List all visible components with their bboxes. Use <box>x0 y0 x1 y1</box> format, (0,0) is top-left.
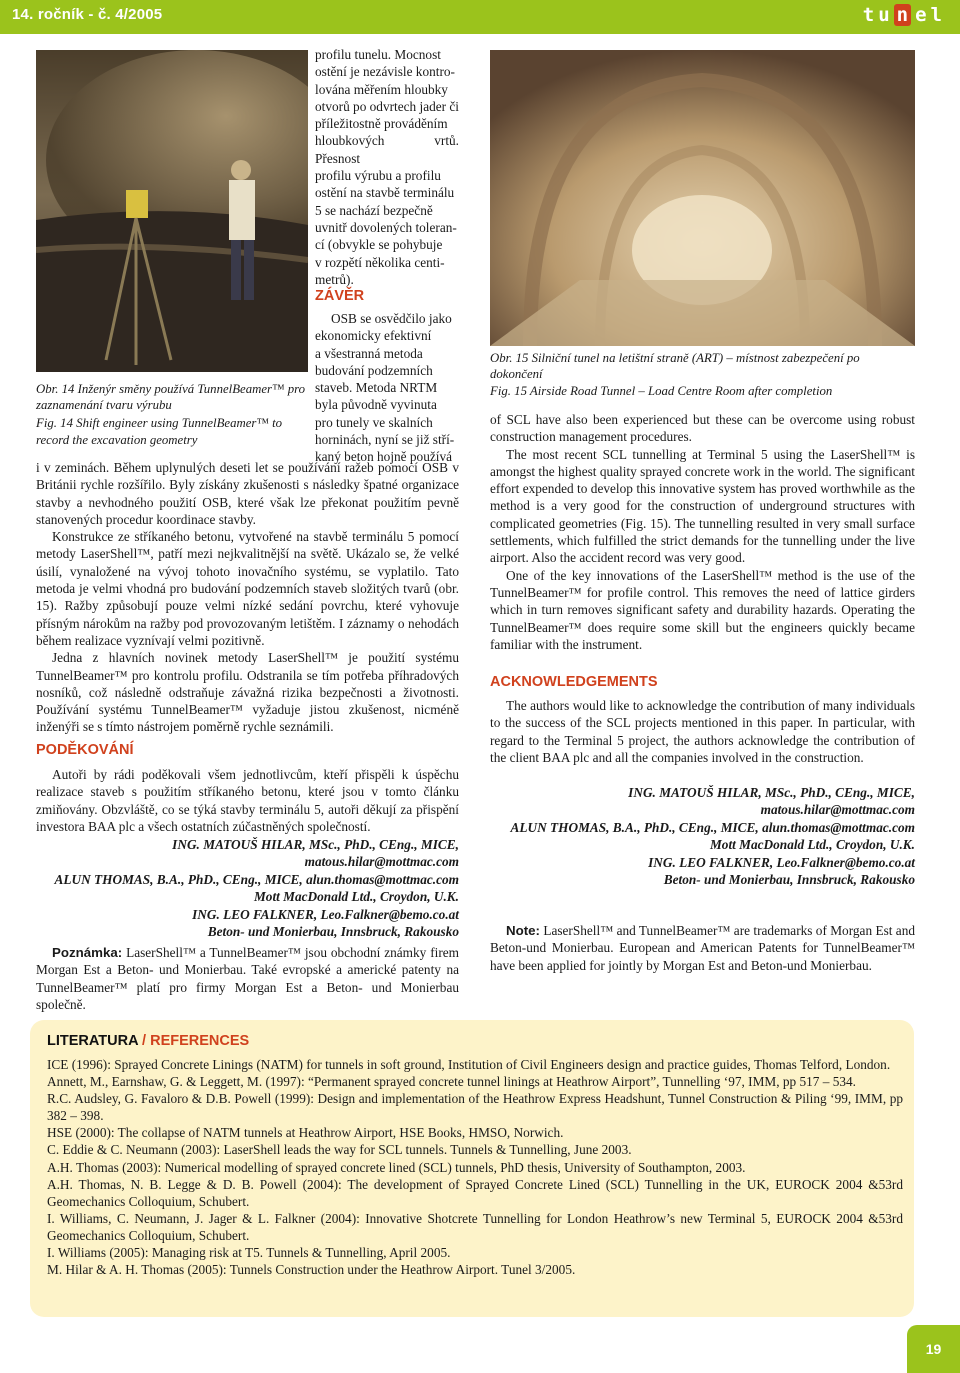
caption-en: Fig. 15 Airside Road Tunnel – Load Centre Room after completion <box>490 384 833 399</box>
signature-line: Mott MacDonald Ltd., Croydon, U.K. <box>253 889 459 905</box>
note-cz <box>36 944 459 1013</box>
paragraph: Konstrukce ze stříkaného betonu, vytvořené na stavbě terminálu 5 pomocí metody LaserShell™, patří mezi nejkvalitnější na světě. Ukázalo se, že velké úsilí, vynaložené na vývoj tohoto inovačního systému, se vyplatilo. Tato metoda je velmi vhodná pro budování podzemních staveb složitých tvarů (obr. 15). Ražby způsobují pouze velmi nízké sedání povrchu, které vyhovuje přísným nárokům na ražby pod provozovaným letištěm. I záznamy o nehodách během realizace vyznívají velmi pozitivně. <box>36 529 459 648</box>
text-line: cí (obvykle se pohybuje <box>315 237 443 253</box>
reference-item: R.C. Audsley, G. Favaloro & D.B. Powell (1999): Design and implementation of the Heathrow Express Headshunt, Tunnel Construction & Piling ‘99, IMM, pp 382 – 398. <box>47 1091 903 1124</box>
text-line: budování podzemních <box>315 362 433 378</box>
caption-en: Fig. 14 Shift engineer using TunnelBeamer™ to record the excavation geometry <box>36 416 283 447</box>
text-line: ostění na stavbě terminálu <box>315 185 455 201</box>
text-line: v rozpětí několika centi- <box>315 254 445 270</box>
signature-line: ING. MATOUŠ HILAR, MSc., PhD., CEng., MICE, <box>628 785 915 800</box>
signature-line: matous.hilar@mottmac.com <box>304 854 459 870</box>
figure-15-photo <box>490 50 915 346</box>
text-line: ekonomicky efektivní <box>315 328 432 344</box>
signature-line: Beton- und Monierbau, Innsbruck, Rakousko <box>663 872 915 888</box>
text-line: profilu tunelu. Mocnost <box>315 47 441 62</box>
text-line: ostění je nezávisle kontro- <box>315 64 455 80</box>
note-label: Poznámka: <box>52 945 123 960</box>
text-line: kaný beton hojně používá <box>315 449 452 465</box>
signature-line: ING. LEO FALKNER, Leo.Falkner@bemo.co.at <box>192 906 459 922</box>
reference-item: C. Eddie & C. Neumann (2003): LaserShell leads the way for SCL tunnels. Tunnels & Tunnelling, June 2003. <box>47 1142 632 1158</box>
figure-15-caption <box>490 350 915 400</box>
text-line: lována měřením hloubky <box>315 81 448 97</box>
heading-separator: / <box>138 1033 151 1049</box>
ack-heading: ACKNOWLEDGEMENTS <box>490 674 658 690</box>
note-en <box>490 922 915 974</box>
caption-cz: Obr. 15 Silniční tunel na letištní straně (ART) – místnost zabezpečení po dokončení <box>490 351 860 382</box>
reference-item: M. Hilar & A. H. Thomas (2005): Tunnels Construction under the Heathrow Airport. Tunel 3/2005. <box>47 1262 576 1278</box>
reference-item: A.H. Thomas, N. B. Legge & D. B. Powell (2004): The development of Sprayed Concrete Lined (SCL) Tunnelling in the UK, EUROCK 2004 &53rd Geomechanics Colloquium, Schubert. <box>47 1176 903 1209</box>
reference-item: I. Williams, C. Neumann, J. Jager & L. Falkner (2004): Innovative Shotcrete Tunnelling for London Heathrow’s new Terminal 5, EUROCK 2004 &53rd Geomechanics Colloquium, Schubert. <box>47 1210 903 1243</box>
paragraph: Jedna z hlavních novinek metody LaserShell™ je použití systému TunnelBeamer™ pro kontrolu profilu. Odstranila se tím potřeba příhradových nosníků, což následně odstraňuje závažná rizika bezpečnosti a životnosti. Používání systému TunnelBeamer™ vyžaduje jistou zkušenost, nicméně inženýři se s tímto nástrojem poměrně rychle seznámili. <box>36 650 459 735</box>
signature-line: ALUN THOMAS, B.A., PhD., CEng., MICE, alun.thomas@mottmac.com <box>510 819 915 835</box>
signature-cz <box>36 836 459 940</box>
zaver-intro <box>315 310 459 466</box>
text-line: a všestranná metoda <box>315 345 423 361</box>
text-line: byla původně vyvinuta <box>315 397 437 413</box>
ack-text <box>490 697 915 766</box>
caption-cz: Obr. 14 Inženýr směny používá TunnelBeamer™ pro zaznamenání tvaru výrubu <box>36 382 306 413</box>
logo-letter: t <box>862 4 875 26</box>
logo-letter: e <box>915 4 927 26</box>
references-list <box>47 1056 903 1278</box>
tunel-logo <box>863 4 942 26</box>
paragraph: of SCL have also been experienced but these can be overcome using robust construction management procedures. <box>490 412 915 445</box>
text-line: pro tunely ve skalních <box>315 414 433 430</box>
logo-letter: l <box>930 4 942 26</box>
issue-label: 14. ročník - č. 4/2005 <box>12 6 163 23</box>
text-line: horninách, nyní se již stří- <box>315 432 455 448</box>
text-line: profilu výrubu a profilu <box>315 168 441 184</box>
signature-line: matous.hilar@mottmac.com <box>760 802 915 818</box>
text-line: 5 se nachází bezpečně <box>315 202 433 218</box>
figure-14-caption <box>36 381 308 448</box>
text-line: uvnitř dovolených toleran- <box>315 219 457 235</box>
note-label: Note: <box>506 923 540 938</box>
podekovani-text <box>36 766 459 835</box>
note-text: LaserShell™ and TunnelBeamer™ are trademarks of Morgan Est and Beton-und Monierbau. European and American Patents for TunnelBeamer™ have been applied for jointly by Morgan Est and Beton-und Monierbau. <box>490 923 915 973</box>
text-line: staveb. Metoda NRTM <box>315 380 438 396</box>
reference-item: ICE (1996): Sprayed Concrete Linings (NATM) for tunnels in soft ground, Institution of Civil Engineers design and practice guides, Thomas Telford, London. <box>47 1057 891 1072</box>
reference-item: A.H. Thomas (2003): Numerical modelling of sprayed concrete lined (SCL) tunnels, PhD thesis, University of Southampton, 2003. <box>47 1159 746 1175</box>
paragraph: i v zeminách. Během uplynulých deseti let se používání ražeb pomocí OSB v Británii rychle rozšířilo. Byly získány zkušenosti s následky špatné organizace stavby a nevhodného použití OSB, které však lze překonat použitím pevně stanovených procedur koordinace stavby. <box>36 460 459 527</box>
text-line: OSB se osvědčilo jako <box>331 311 452 326</box>
reference-item: HSE (2000): The collapse of NATM tunnels at Heathrow Airport, HSE Books, HMSO, Norwich. <box>47 1125 564 1141</box>
logo-letter: n <box>894 4 911 26</box>
zaver-heading: ZÁVĚR <box>315 288 365 304</box>
signature-en <box>490 784 915 888</box>
heading-en: REFERENCES <box>150 1033 250 1049</box>
references-heading <box>47 1033 249 1049</box>
signature-line: ALUN THOMAS, B.A., PhD., CEng., MICE, alun.thomas@mottmac.com <box>54 871 459 887</box>
heading-cz: LITERATURA <box>47 1033 139 1049</box>
paragraph: Autoři by rádi poděkovali všem jednotlivcům, kteří přispěli k úspěchu realizace staveb s použitím stříkaného betonu, které jsou v tomto článku zmiňovány. Obzvláště, co se týká stavby terminálu 5, autoři děkují za přispění investora BAA plc a všech ostatních zúčastněných společností. <box>36 767 459 834</box>
conclusion-body <box>490 411 915 653</box>
logo-letter: u <box>878 4 890 26</box>
signature-line: ING. MATOUŠ HILAR, MSc., PhD., CEng., MICE, <box>172 837 459 852</box>
intro-text <box>315 46 459 288</box>
text-line: otvorů po odvrtech jader či <box>315 98 459 114</box>
signature-line: ING. LEO FALKNER, Leo.Falkner@bemo.co.at <box>648 854 915 870</box>
figure-14-photo <box>36 50 308 372</box>
signature-line: Mott MacDonald Ltd., Croydon, U.K. <box>709 837 915 853</box>
podekovani-heading: PODĚKOVÁNÍ <box>36 742 134 758</box>
zaver-body <box>36 459 459 736</box>
note-text: LaserShell™ a TunnelBeamer™ jsou obchodní známky firem Morgan Est a Beton- und Monierbau. Také evropské a americké patenty na TunnelBeamer™ platí pro firmy Morgan Est a Beton- und Monierbau společně. <box>36 945 459 1012</box>
signature-line: Beton- und Monierbau, Innsbruck, Rakousko <box>207 924 459 940</box>
paragraph: The most recent SCL tunnelling at Terminal 5 using the LaserShell™ is amongst the highest quality sprayed concrete work in the world. The significant effort expended to develop this innovative system has proved worthwhile as the method is a very good for the construction of underground structures with complicated geometries (Fig. 15). The tunnelling resulted in very small surface settlements, which fulfilled the strict demands for the tunnelling under the live airport. Also the accident record was very good. <box>490 446 915 566</box>
reference-item: I. Williams (2005): Managing risk at T5. Tunnels & Tunnelling, April 2005. <box>47 1245 451 1261</box>
paragraph: The authors would like to acknowledge the contribution of many individuals to the success of the SCL projects mentioned in this paper. In particular, with regard to the Terminal 5 project, the authors acknowledge the contribution of the client BAA plc and all the companies involved in the construction. <box>490 698 915 765</box>
page-number: 19 <box>907 1325 960 1373</box>
text-line: hloubkových vrtů. Přesnost <box>315 133 459 166</box>
paragraph: One of the key innovations of the LaserShell™ method is the use of the TunnelBeamer™ for profile control. This removes the need of lattice girders which in turn removes significant safety and durability hazards. Operating the TunnelBeamer™ does require some skill but the engineers quickly became familiar with the instrument. <box>490 567 915 652</box>
text-line: metrů). <box>315 271 354 287</box>
reference-item: Annett, M., Earnshaw, G. & Leggett, M. (1997): “Permanent sprayed concrete tunnel linings at Heathrow Airport”, Tunnelling ‘97, IMM, pp 517 – 534. <box>47 1074 856 1090</box>
text-line: příležitostně prováděním <box>315 116 448 132</box>
